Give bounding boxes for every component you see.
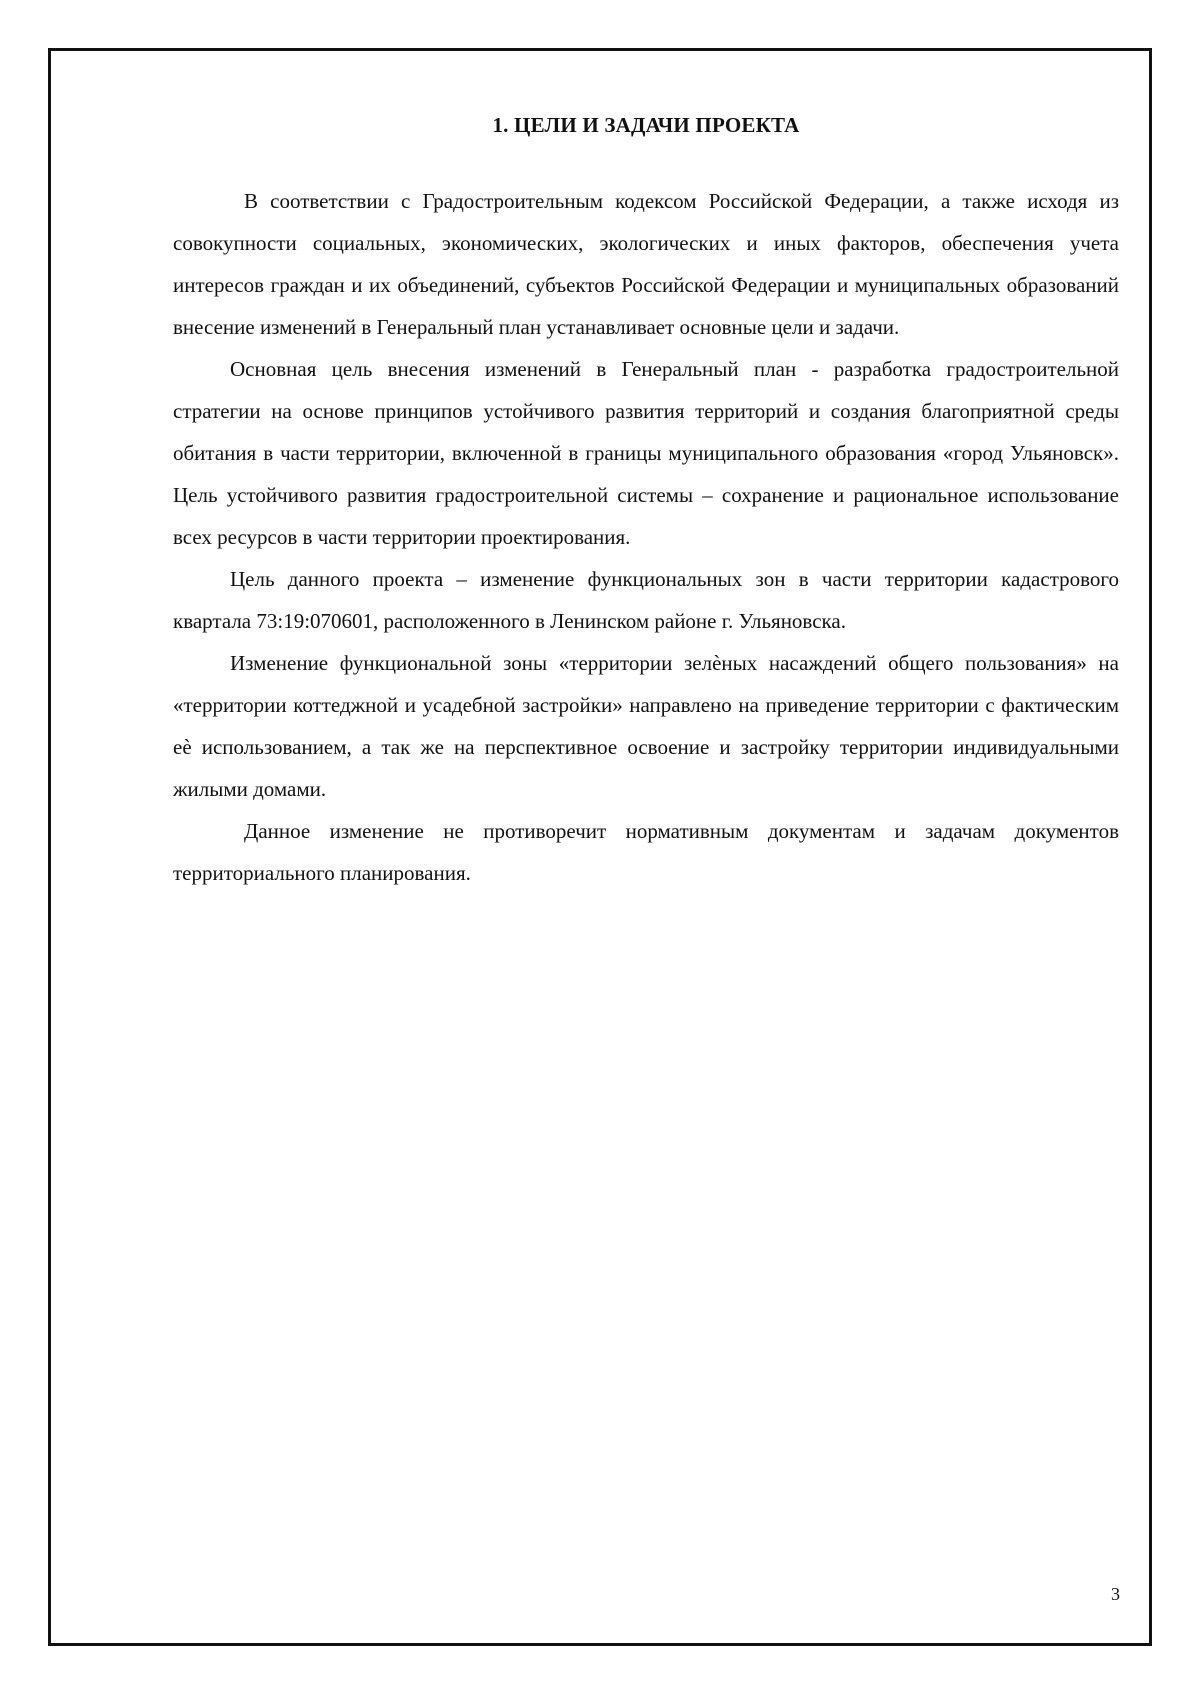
section-title: 1. ЦЕЛИ И ЗАДАЧИ ПРОЕКТА — [492, 113, 800, 137]
paragraph-1: В соответствии с Градостроительным кодексом Российской Федерации, а также исходя из совокупности социальных, экономических, экологических и иных факторов, обеспечения учета интересов граждан и их объединений, субъектов Российской Федерации и муниципальных образований внесение изменений в Генеральный план устанавливает основные цели и задачи. — [173, 189, 1119, 339]
paragraph-2: Основная цель внесения изменений в Генеральный план - разработка градостроительной стратегии на основе принципов устойчивого развития территорий и создания благоприятной среды обитания в части территории, включенной в границы муниципального образования «город Ульяновск». Цель устойчивого развития градостроительной системы – сохранение и рациональное использование всех ресурсов в части территории проектирования. — [173, 357, 1119, 549]
paragraph-5: Данное изменение не противоречит нормативным документам и задачам документов территориального планирования. — [173, 819, 1119, 885]
paragraph-3: Цель данного проекта – изменение функциональных зон в части территории кадастрового квартала 73:19:070601, расположенного в Ленинском районе г. Ульяновска. — [173, 567, 1119, 633]
document-body — [173, 113, 1119, 894]
page-number: 3 — [1111, 1584, 1120, 1604]
paragraph-4: Изменение функциональной зоны «территории зелѐных насаждений общего пользования» на «территории коттеджной и усадебной застройки» направлено на приведение территории с фактическим еѐ использованием, а так же на перспективное освоение и застройку территории индивидуальными жилыми домами. — [173, 651, 1119, 801]
